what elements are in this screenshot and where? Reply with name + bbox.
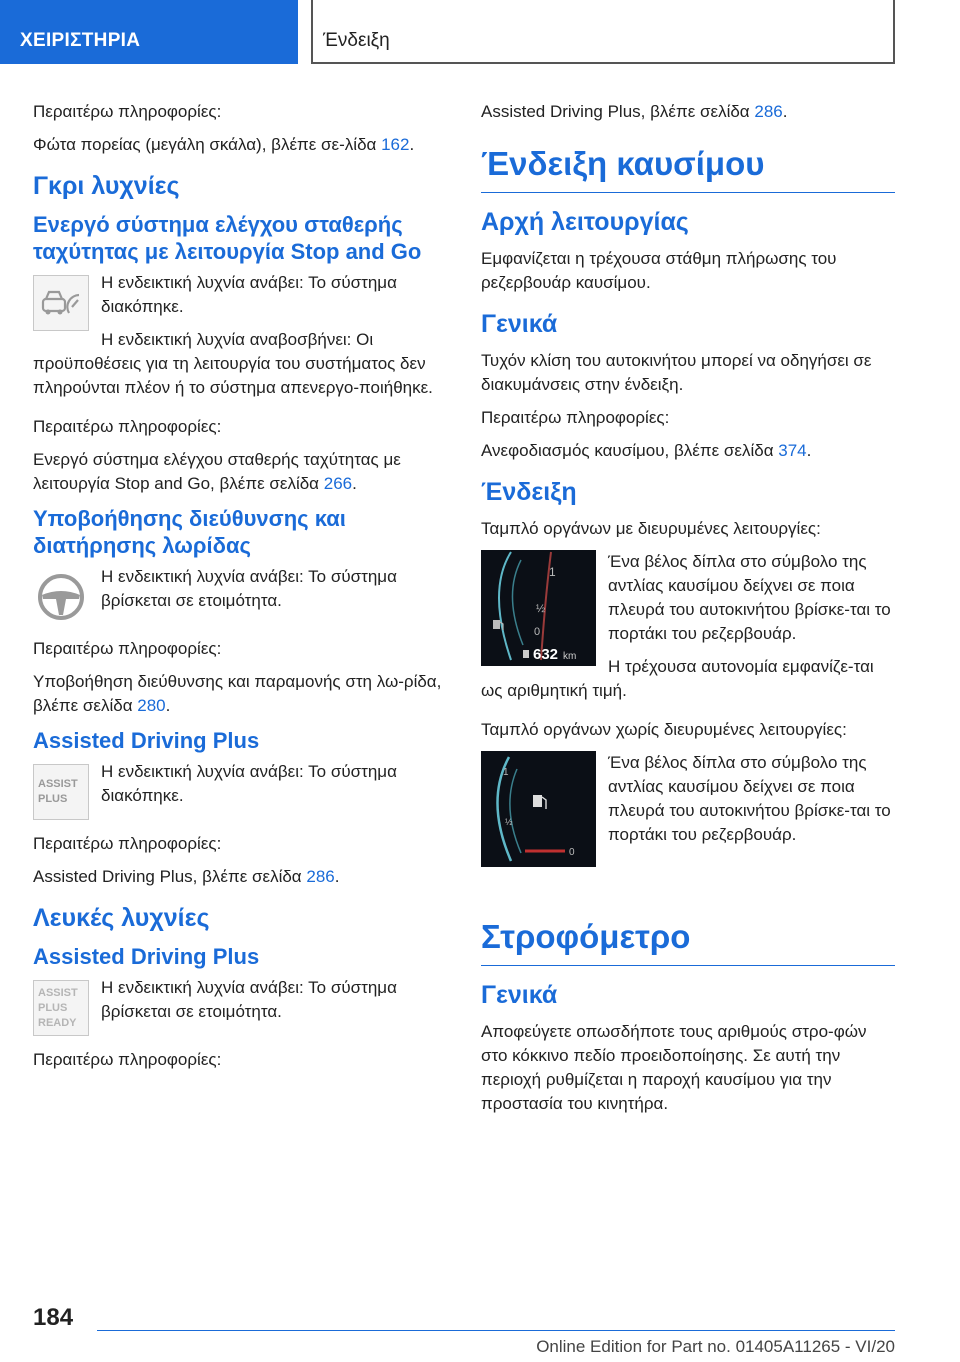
text-acc-on: Η ενδεικτική λυχνία ανάβει: Το σύστημα διακόπηκε. xyxy=(101,273,397,316)
text-acc-flashing: Η ενδεικτική λυχνία αναβοσβήνει: Οι προϋποθέσεις για τη λειτουργία του συστήματος δεν πληρούνται πλέον ή το σύστημα απενεργο-ποιήθηκε. xyxy=(33,330,433,397)
assist-ready-icon-line1: ASSIST xyxy=(38,986,78,999)
header-section xyxy=(0,0,298,64)
heading-display: Ένδειξη xyxy=(481,478,577,506)
fuel-pump-icon-basic xyxy=(533,795,546,809)
dash-range-unit: km xyxy=(563,651,577,662)
assist-ready-icon-line2: PLUS xyxy=(38,1001,68,1014)
text-general-more: Περαιτέρω πληροφορίες: xyxy=(481,408,670,427)
indicator-adp xyxy=(33,760,443,826)
text-adp-ready-more: Περαιτέρω πληροφορίες: xyxy=(33,1050,222,1069)
assist-plus-icon xyxy=(33,764,89,820)
acc-indicator-icon xyxy=(33,275,89,331)
text-adp-ready-on: Η ενδεικτική λυχνία ανάβει: Το σύστημα βρίσκεται σε ετοιμότητα. xyxy=(101,978,397,1021)
page-link-280[interactable]: 280 xyxy=(137,696,166,715)
page-link-162[interactable]: 162 xyxy=(381,135,410,154)
dash-tick-zero: 0 xyxy=(534,626,541,638)
text-adp-ref-label: Assisted Driving Plus, βλέπε σελίδα xyxy=(33,867,302,886)
assist-ready-icon-line3: READY xyxy=(38,1016,77,1029)
header-chapter xyxy=(311,0,895,64)
footer-edition: Online Edition for Part no. 01405A11265 - VI/20 xyxy=(97,1330,895,1357)
fuel-display-basic xyxy=(481,751,895,873)
text-adp-on: Η ενδεικτική λυχνία ανάβει: Το σύστημα διακόπηκε. xyxy=(101,762,397,805)
page-link-286[interactable]: 286 xyxy=(306,867,335,886)
text-acc-ref: Ενεργό σύστημα ελέγχου σταθερής ταχύτητας με λειτουργία Stop and Go, βλέπε σελίδα 266. xyxy=(33,450,401,493)
text-arrow-extended: Ένα βέλος δίπλα στο σύμβολο της αντλίας καυσίμου δείχνει σε ποια πλευρά του αυτοκινήτου βρίσκε-ται το πορτάκι του ρεζερβουάρ. xyxy=(608,552,891,643)
assist-plus-icon-line2: PLUS xyxy=(38,793,68,805)
text-refuel-ref-label: Ανεφοδιασμός καυσίμου, βλέπε σελίδα xyxy=(481,441,774,460)
heading-white-lamps: Λευκές λυχνίες xyxy=(33,904,210,932)
assist-plus-icon-line1: ASSIST xyxy=(38,778,78,790)
text-steering-ref-label: Υποβοήθηση διεύθυνσης και παραμονής στη λω-ρίδα, βλέπε σελίδα xyxy=(33,672,442,715)
text-high-beam-ref: Φώτα πορείας (μεγάλη σκάλα), βλέπε σε-λίδα 162. xyxy=(33,135,415,154)
right-column xyxy=(481,100,895,1125)
text-adp-ref-cont-label: Assisted Driving Plus, βλέπε σελίδα xyxy=(481,102,750,121)
dash-basic-tick-half: ½ xyxy=(505,817,513,827)
text-steering-on: Η ενδεικτική λυχνία ανάβει: Το σύστημα βρίσκεται σε ετοιμότητα. xyxy=(101,567,397,610)
heading-fuel-gauge: Ένδειξη καυσίμου xyxy=(481,144,895,193)
heading-principle: Αρχή λειτουργίας xyxy=(481,208,689,236)
text-adp-ref: Assisted Driving Plus, βλέπε σελίδα 286. xyxy=(33,867,340,886)
heading-general: Γενικά xyxy=(481,310,558,338)
dash-basic-tick-one: 1 xyxy=(503,767,509,778)
left-column xyxy=(33,100,443,1081)
text-general-tilt: Τυχόν κλίση του αυτοκινήτου μπορεί να οδηγήσει σε διακυμάνσεις στην ένδειξη. xyxy=(481,351,872,394)
text-high-beam: Φώτα πορείας (μεγάλη σκάλα), βλέπε σε-λίδα xyxy=(33,135,377,154)
dash-basic-tick-zero: 0 xyxy=(569,847,575,858)
heading-grey-lamps: Γκρι λυχνίες xyxy=(33,172,180,200)
steering-wheel-icon xyxy=(33,569,89,625)
dashboard-basic-image xyxy=(481,751,596,867)
heading-acc-stop-go: Ενεργό σύστημα ελέγχου σταθερής ταχύτητας με λειτουργία Stop and Go xyxy=(33,212,422,264)
dash-tick-one: 1 xyxy=(549,565,556,579)
text-acc-more: Περαιτέρω πληροφορίες: xyxy=(33,417,222,436)
assist-plus-ready-icon xyxy=(33,980,89,1036)
dash-range-value: 632 xyxy=(533,646,559,663)
heading-tachometer: Στροφόμετρο xyxy=(481,917,895,966)
text-extended-cluster: Ταμπλό οργάνων με διευρυμένες λειτουργίες: xyxy=(481,519,821,538)
indicator-adp-ready xyxy=(33,976,443,1042)
text-acc-ref-label: Ενεργό σύστημα ελέγχου σταθερής ταχύτητας με λειτουργία Stop and Go, βλέπε σελίδα xyxy=(33,450,401,493)
text-adp-more: Περαιτέρω πληροφορίες: xyxy=(33,834,222,853)
text-principle: Εμφανίζεται η τρέχουσα στάθμη πλήρωσης του ρεζερβουάρ καυσίμου. xyxy=(481,249,837,292)
page-link-286-b[interactable]: 286 xyxy=(754,102,783,121)
page-link-266[interactable]: 266 xyxy=(323,474,353,493)
text-basic-cluster: Ταμπλό οργάνων χωρίς διευρυμένες λειτουργίες: xyxy=(481,720,847,739)
indicator-steering xyxy=(33,565,443,631)
text-steering-more: Περαιτέρω πληροφορίες: xyxy=(33,639,222,658)
text-range-numeric: Η τρέχουσα αυτονομία εμφανίζε-ται ως αριθμητική τιμή. xyxy=(481,657,874,700)
fuel-display-extended xyxy=(481,550,895,712)
header-section-label: ΧΕΙΡΙΣΤΗΡΙΑ xyxy=(20,30,141,51)
indicator-acc xyxy=(33,271,443,409)
fuel-pump-icon-small xyxy=(523,650,529,658)
text-adp-ref-cont: Assisted Driving Plus, βλέπε σελίδα 286. xyxy=(481,102,788,121)
heading-steering-assist: Υποβοήθησης διεύθυνσης και διατήρησης λωρίδας xyxy=(33,506,346,558)
text-more-info: Περαιτέρω πληροφορίες: xyxy=(33,102,222,121)
dash-tick-half: ½ xyxy=(536,603,546,615)
text-tacho-warning: Αποφεύγετε οπωσδήποτε τους αριθμούς στρο-φών στο κόκκινο πεδίο προειδοποίησης. Σε αυτή την περιοχή ρυθμίζεται η παροχή καυσίμου για την προστασία του κινητήρα. xyxy=(481,1022,867,1113)
text-arrow-basic: Ένα βέλος δίπλα στο σύμβολο της αντλίας καυσίμου δείχνει σε ποια πλευρά του αυτοκινήτου βρίσκε-ται το πορτάκι του ρεζερβουάρ. xyxy=(608,753,891,844)
text-steering-ref: Υποβοήθηση διεύθυνσης και παραμονής στη λω-ρίδα, βλέπε σελίδα 280. xyxy=(33,672,442,715)
page-number: 184 xyxy=(33,1304,74,1331)
dashboard-extended-image xyxy=(481,550,596,666)
heading-assisted-driving-plus: Assisted Driving Plus xyxy=(33,728,260,753)
text-refuel-ref: Ανεφοδιασμός καυσίμου, βλέπε σελίδα 374. xyxy=(481,441,812,460)
heading-general-2: Γενικά xyxy=(481,981,558,1009)
header-chapter-label: Ένδειξη xyxy=(323,30,390,51)
heading-assisted-driving-plus-2: Assisted Driving Plus xyxy=(33,944,260,969)
page-link-374[interactable]: 374 xyxy=(778,441,807,460)
